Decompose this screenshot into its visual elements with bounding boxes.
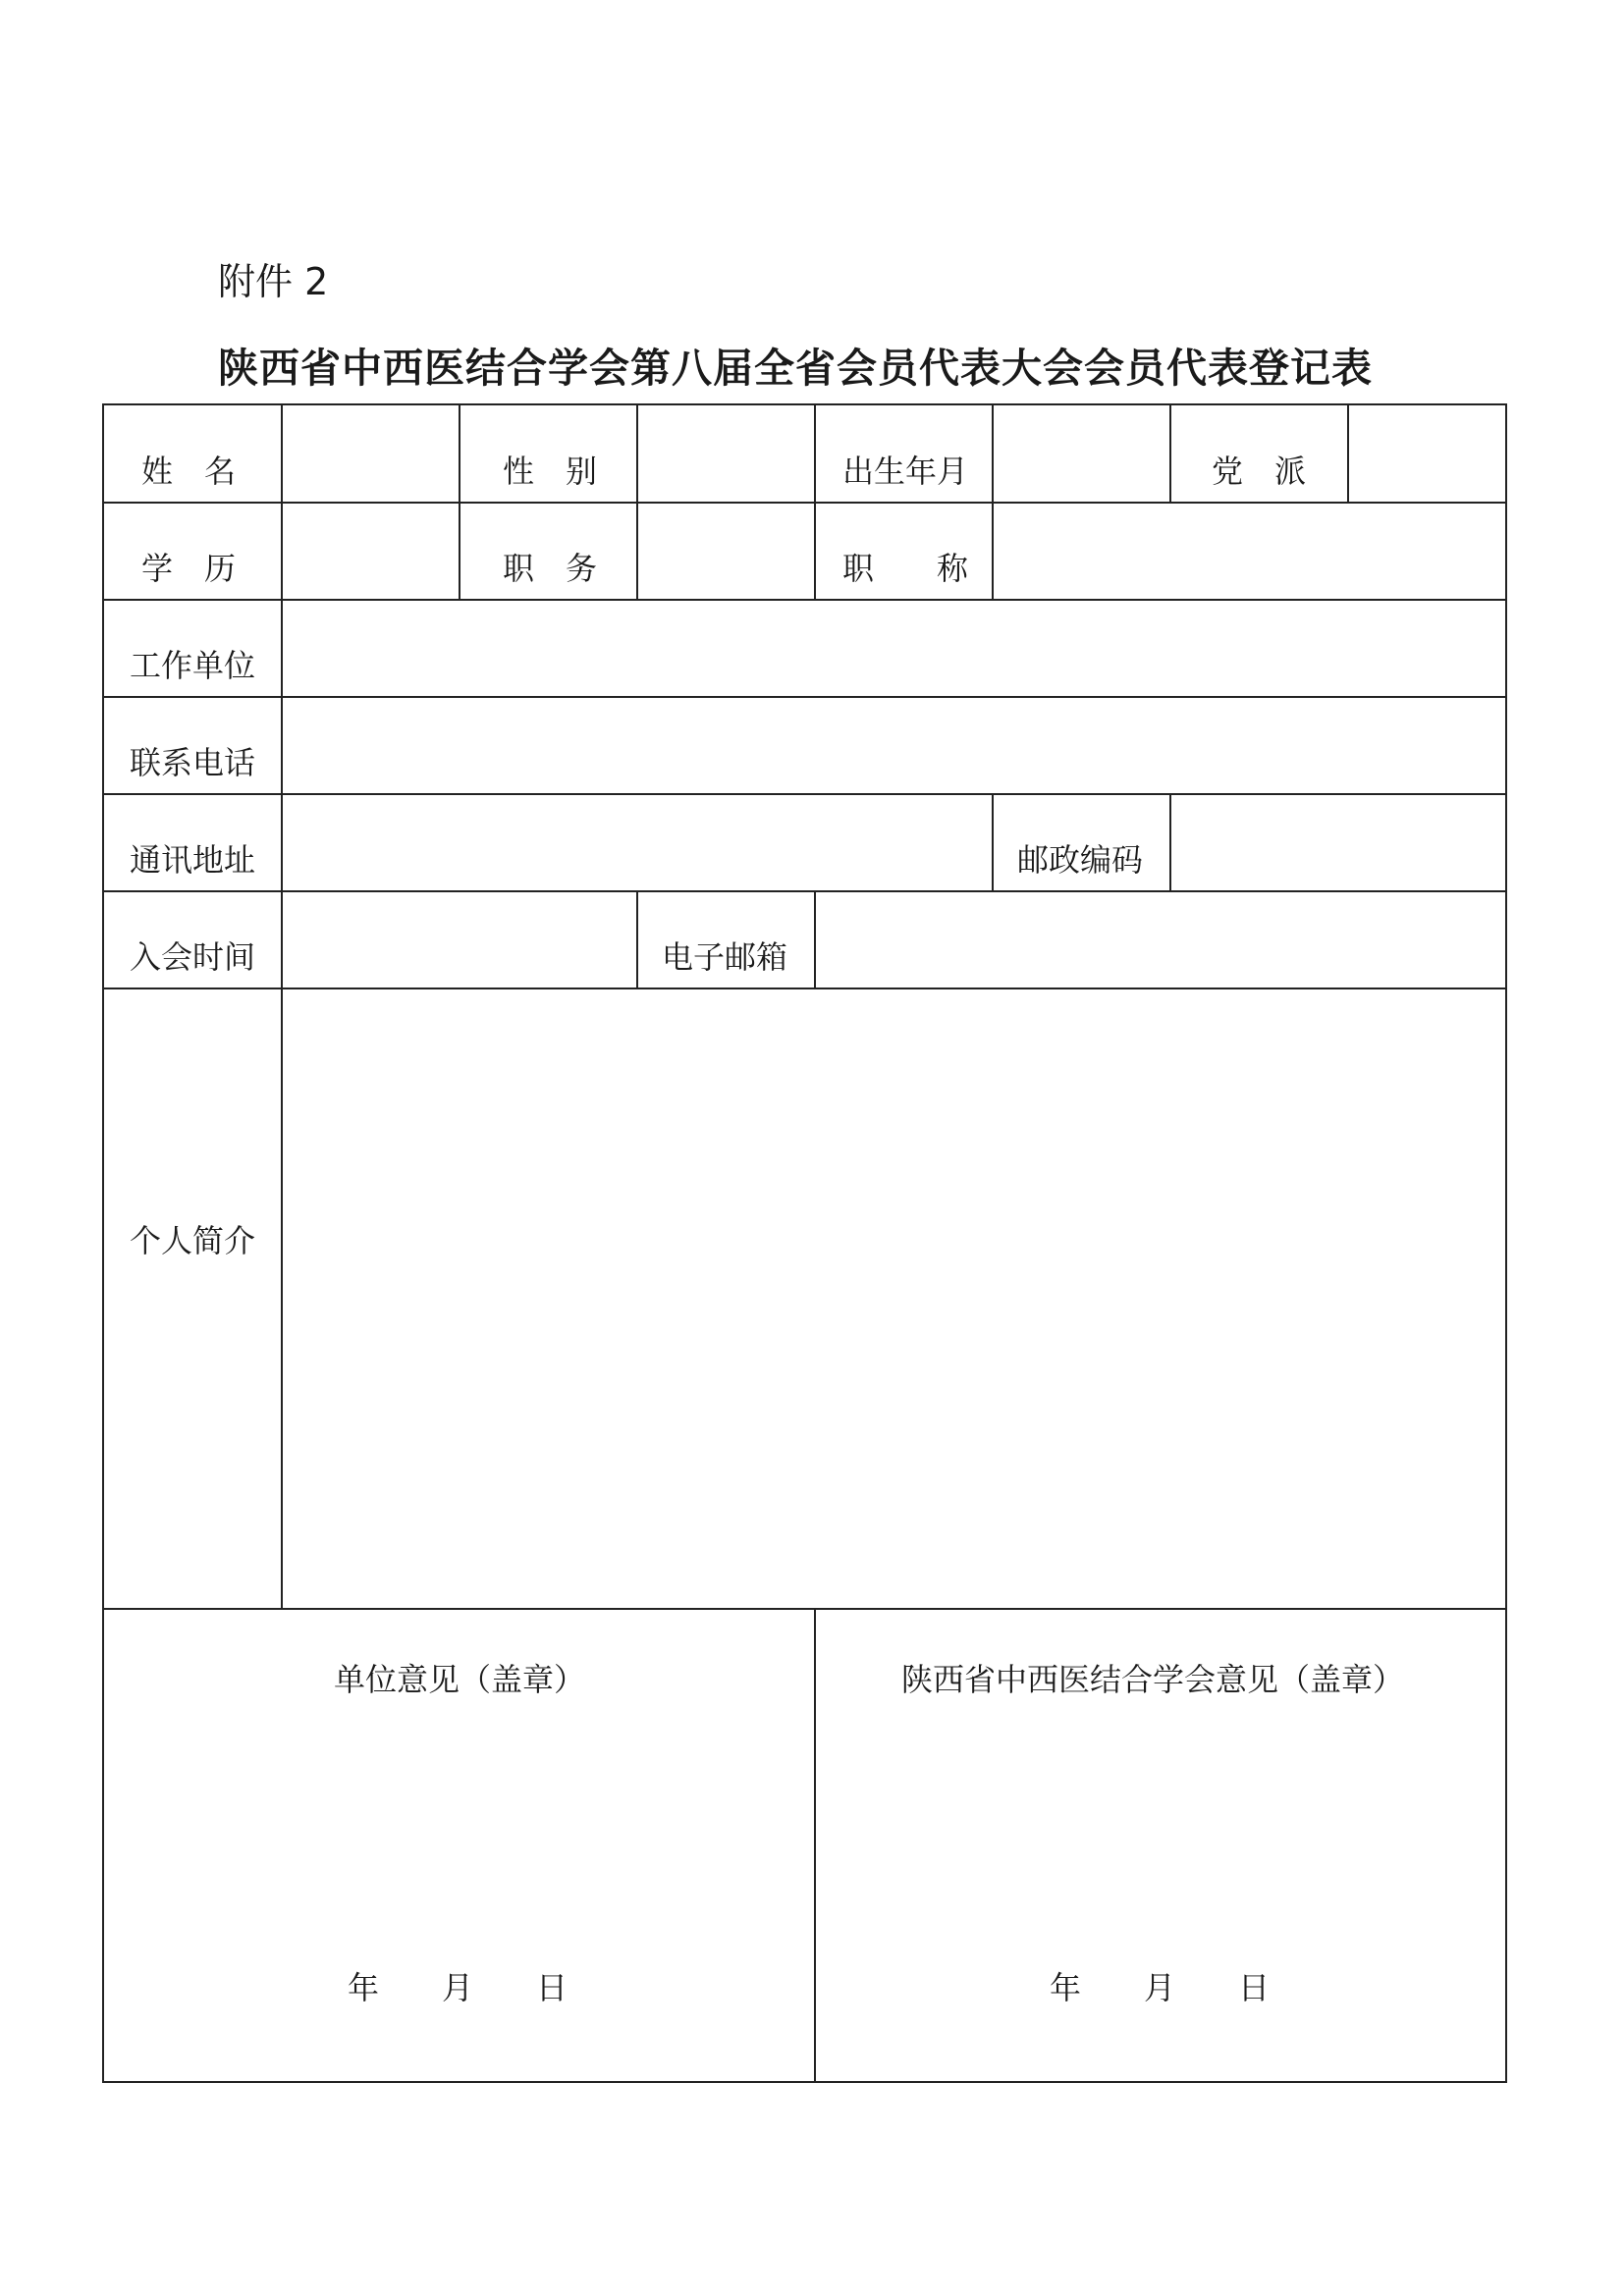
- birth-field[interactable]: [994, 405, 1169, 502]
- birth-label: 出生年月: [842, 453, 969, 490]
- title-label: 职 称: [842, 550, 969, 587]
- form-title: 陕西省中西医结合学会第八届全省会员代表大会会员代表登记表: [218, 345, 1373, 392]
- workplace-field[interactable]: [283, 601, 1505, 696]
- party-label: 党 派: [1212, 453, 1307, 490]
- column-divider: [636, 890, 638, 988]
- column-divider: [459, 405, 460, 601]
- society-opinion-date: 年 月 日: [1050, 1969, 1271, 2006]
- education-label: 学 历: [141, 550, 237, 587]
- society-opinion-label: 陕西省中西医结合学会意见（盖章）: [901, 1661, 1405, 1698]
- column-divider: [1169, 405, 1171, 504]
- unit-opinion-date: 年 月 日: [348, 1969, 568, 2006]
- address-field[interactable]: [283, 795, 992, 890]
- attachment-label: 附件 2: [218, 260, 329, 303]
- email-field[interactable]: [816, 892, 1505, 988]
- postcode-field[interactable]: [1171, 795, 1505, 890]
- workplace-label: 工作单位: [130, 647, 256, 684]
- party-field[interactable]: [1349, 405, 1505, 502]
- gender-field[interactable]: [638, 405, 814, 502]
- row-divider: [104, 1608, 1505, 1610]
- education-field[interactable]: [283, 504, 459, 599]
- position-label: 职 务: [503, 550, 598, 587]
- name-label: 姓 名: [141, 453, 237, 490]
- title-field[interactable]: [994, 504, 1505, 599]
- profile-field[interactable]: [283, 989, 1505, 1608]
- unit-opinion-field[interactable]: [104, 1701, 814, 2074]
- unit-opinion-label: 单位意见（盖章）: [334, 1661, 586, 1698]
- profile-label: 个人简介: [130, 1222, 256, 1259]
- name-field[interactable]: [283, 405, 459, 502]
- column-divider: [814, 405, 816, 601]
- column-divider: [992, 793, 994, 891]
- postcode-label: 邮政编码: [1017, 841, 1144, 879]
- address-label: 通讯地址: [130, 841, 256, 879]
- phone-label: 联系电话: [130, 744, 256, 781]
- society-opinion-field[interactable]: [816, 1701, 1505, 2074]
- join-time-field[interactable]: [283, 892, 636, 988]
- registration-form: [102, 403, 1507, 2083]
- phone-field[interactable]: [283, 698, 1505, 793]
- email-label: 电子邮箱: [662, 938, 788, 976]
- join-time-label: 入会时间: [130, 938, 256, 976]
- position-field[interactable]: [638, 504, 814, 599]
- gender-label: 性 别: [503, 453, 598, 490]
